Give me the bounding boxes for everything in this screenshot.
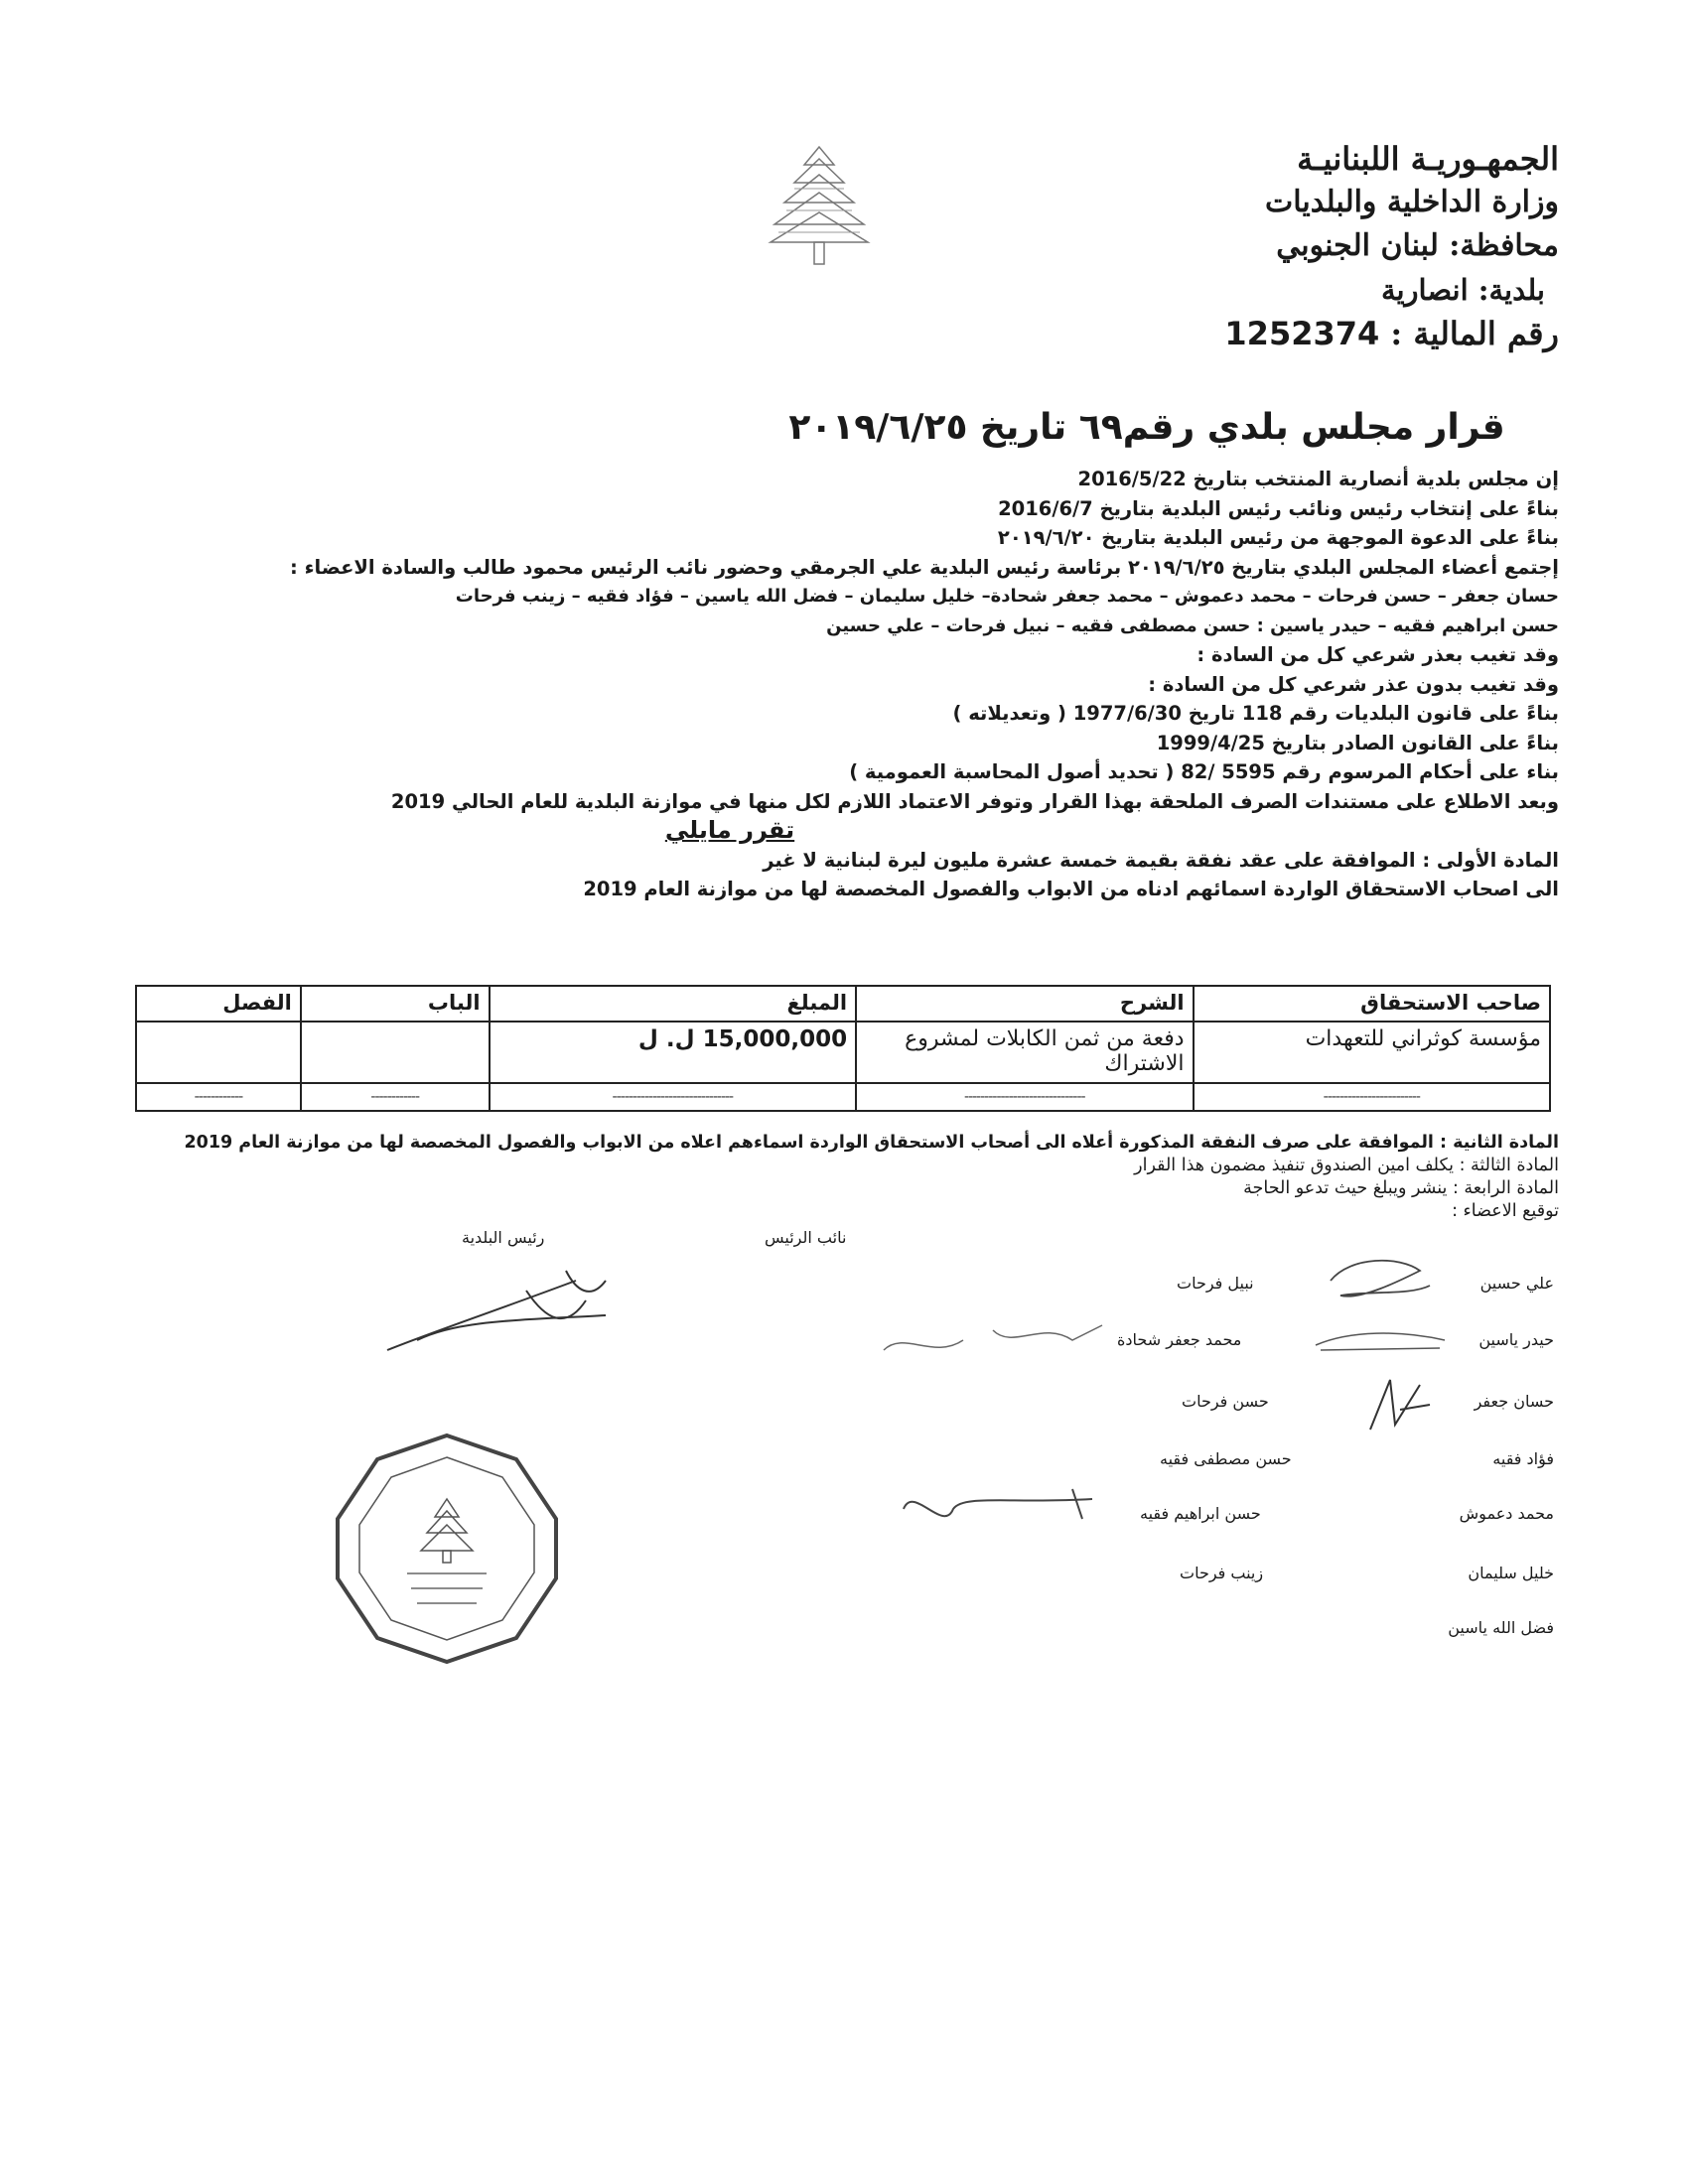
- mayor-label: رئيس البلدية: [462, 1228, 545, 1247]
- preamble-block: [119, 465, 1559, 904]
- signature-mark: [1360, 1370, 1440, 1439]
- column-header-description: الشرح: [856, 986, 1193, 1022]
- dash-cell: ------------: [301, 1083, 490, 1111]
- member-name: نبيل فرحات: [1177, 1274, 1254, 1293]
- finance-number-line: [864, 312, 1559, 355]
- dash-cell: ------------------------: [1194, 1083, 1550, 1111]
- finance-number: 1252374: [1224, 315, 1380, 352]
- signature-mark: [874, 1310, 1112, 1370]
- signature-mark: [1311, 1320, 1450, 1360]
- article-1-line: المادة الأولى : الموافقة على عقد نفقة بقيمة خمسة عشرة مليون ليرة لبنانية لا غير: [763, 848, 1559, 872]
- member-name: محمد دعموش: [1459, 1504, 1554, 1523]
- signature-mark: [1321, 1251, 1440, 1310]
- preamble-line: بناءً على إنتخاب رئيس ونائب رئيس البلدية بتاريخ 2016/6/7: [998, 496, 1559, 520]
- table-row: [136, 1083, 1550, 1111]
- preamble-line: إن مجلس بلدية أنصارية المنتخب بتاريخ 2016/5/22: [1077, 468, 1559, 490]
- description-cell: دفعة من ثمن الكابلات لمشروع الاشتراك: [856, 1022, 1193, 1083]
- table-header-row: [136, 986, 1550, 1022]
- payee-cell: مؤسسة كوثراني للتعهدات: [1194, 1022, 1550, 1083]
- dash-cell: ------------------------------: [856, 1083, 1193, 1111]
- amount-cell: 15,000,000 ل. ل: [490, 1022, 857, 1083]
- member-name: حسن مصطفى فقيه: [1160, 1449, 1292, 1468]
- ministry-line: وزارة الداخلية والبلديات: [1264, 185, 1559, 219]
- member-name: حسن فرحات: [1182, 1392, 1269, 1411]
- table-row: [136, 1022, 1550, 1083]
- member-name: حسان جعفر: [1474, 1392, 1554, 1411]
- article-3-line: المادة الثالثة : يكلف امين الصندوق تنفيذ مضمون هذا القرار: [1134, 1156, 1559, 1175]
- members-line: حسن ابراهيم فقيه – حيدر ياسين : حسن مصطفى فقيه – نبيل فرحات – علي حسين: [826, 614, 1559, 636]
- member-name: فضل الله ياسين: [1448, 1618, 1554, 1637]
- finance-label: رقم المالية :: [1390, 315, 1559, 352]
- preamble-line: وقد تغيب بدون عذر شرعي كل من السادة :: [1148, 672, 1559, 696]
- signature-mark: [377, 1261, 616, 1360]
- member-name: حيدر ياسين: [1478, 1330, 1554, 1349]
- articles-block: [119, 1132, 1559, 1223]
- column-header-fasl: الفصل: [136, 986, 301, 1022]
- letterhead: [864, 137, 1559, 355]
- article-4-line: المادة الرابعة : ينشر ويبلغ حيث تدعو الحاجة: [1243, 1178, 1559, 1198]
- members-line: حسان جعفر – حسن فرحات – محمد دعموش – محمد جعفر شحادة– خليل سليمان – فضل الله ياسين – فؤاد فقيه – زينب فرحات: [455, 586, 1559, 607]
- dash-cell: ------------------------------: [490, 1083, 857, 1111]
- article-1-line: الى اصحاب الاستحقاق الواردة اسمائهم ادناه من الابواب والفصول المخصصة لها من موازنة العام 2019: [583, 878, 1559, 900]
- member-name: علي حسين: [1479, 1274, 1554, 1293]
- column-header-amount: المبلغ: [490, 986, 857, 1022]
- preamble-line: إجتمع أعضاء المجلس البلدي بتاريخ ٢٠١٩/٦/٢٥ برئاسة رئيس البلدية علي الجرمقي وحضور نائب الرئيس محمود طالب والسادة الاعضاء :: [289, 555, 1559, 579]
- member-name: حسن ابراهيم فقيه: [1140, 1504, 1261, 1523]
- preamble-line: وقد تغيب بعذر شرعي كل من السادة :: [1196, 643, 1559, 666]
- municipality-line: بلدية: انصارية: [1380, 273, 1545, 307]
- decision-title: قرار مجلس بلدي رقم٦٩ تاريخ ٢٠١٩/٦/٢٥: [788, 407, 1505, 448]
- members-signature-label: توقيع الاعضاء :: [1452, 1201, 1559, 1221]
- preamble-line: بناءً على القانون الصادر بتاريخ 1999/4/25: [1156, 731, 1559, 754]
- bab-cell: [301, 1022, 490, 1083]
- dash-cell: ------------: [136, 1083, 301, 1111]
- preamble-line: وبعد الاطلاع على مستندات الصرف الملحقة بهذا القرار وتوفر الاعتماد اللازم لكل منها في موازنة البلدية للعام الحالي 2019: [390, 789, 1559, 813]
- republic-line: الجمهـوريـة اللبنانيـة: [1297, 140, 1559, 178]
- fasl-cell: [136, 1022, 301, 1083]
- expense-table: [135, 985, 1551, 1112]
- member-name: زينب فرحات: [1180, 1564, 1264, 1582]
- article-2-line: المادة الثانية : الموافقة على صرف النفقة المذكورة أعلاه الى أصحاب الاستحقاق الواردة اسماءهم اعلاه من الابواب والفصول المخصصة لها من موازنة العام 2019: [184, 1133, 1559, 1153]
- column-header-payee: صاحب الاستحقاق: [1194, 986, 1550, 1022]
- cedar-emblem-icon: [765, 139, 874, 273]
- vice-president-label: نائب الرئيس: [765, 1228, 847, 1247]
- preamble-line: بناءً على الدعوة الموجهة من رئيس البلدية بتاريخ ٢٠١٩/٦/٢٠: [997, 526, 1559, 549]
- signature-mark: [894, 1479, 1112, 1539]
- member-name: خليل سليمان: [1468, 1564, 1554, 1582]
- member-name: فؤاد فقيه: [1492, 1449, 1554, 1468]
- municipal-seal-icon: [328, 1430, 566, 1668]
- member-name: محمد جعفر شحادة: [1117, 1330, 1242, 1349]
- decides-heading: تقرر مايلي: [664, 816, 795, 844]
- preamble-line: بناء على أحكام المرسوم رقم 5595 /82 ( تحديد أصول المحاسبة العمومية ): [849, 760, 1559, 783]
- preamble-line: بناءً على قانون البلديات رقم 118 تاريخ 1977/6/30 ( وتعديلاته ): [952, 702, 1559, 725]
- column-header-bab: الباب: [301, 986, 490, 1022]
- governorate-line: محافظة: لبنان الجنوبي: [1276, 228, 1559, 263]
